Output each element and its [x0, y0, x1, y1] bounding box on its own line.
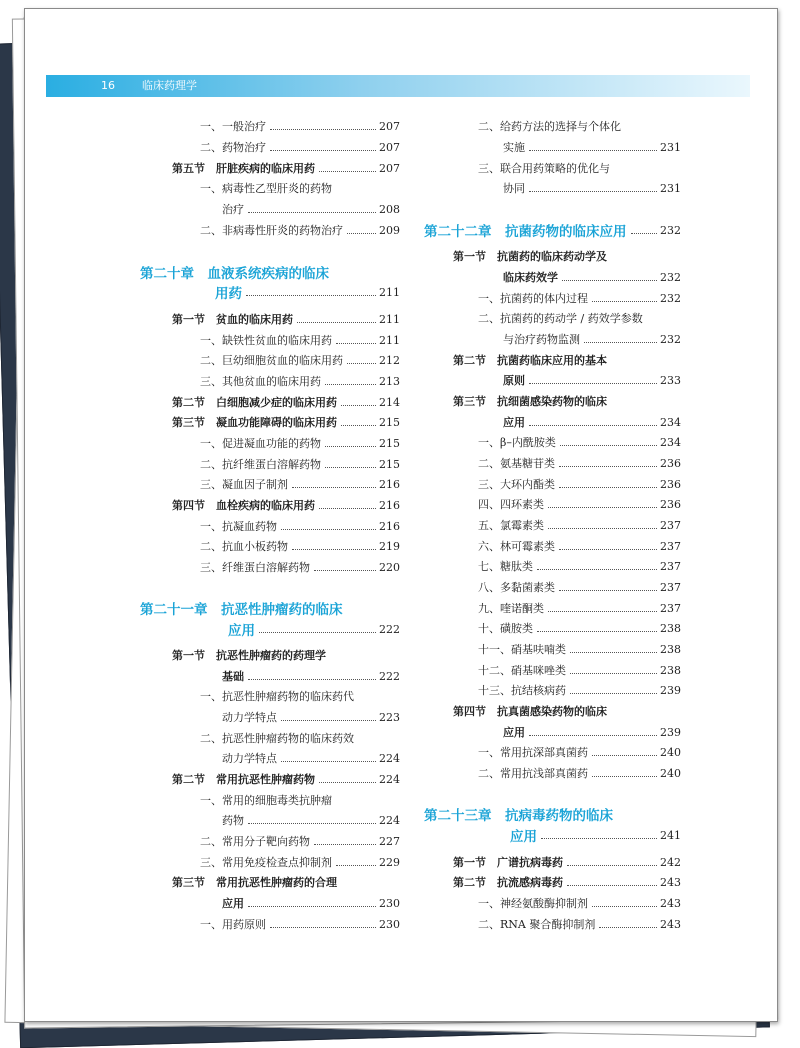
toc-entry-page: 242 [660, 855, 681, 869]
dot-leader [562, 280, 657, 281]
toc-entry-title: 原则 [503, 374, 525, 387]
toc-entry-page: 216 [379, 498, 400, 512]
right-column-entry[interactable] [453, 391, 681, 411]
dot-leader [529, 191, 657, 192]
right-column-entry[interactable] [478, 742, 681, 762]
right-column-entry[interactable] [503, 137, 681, 157]
toc-entry-page: 232 [660, 223, 681, 237]
right-column-entry[interactable] [478, 474, 681, 494]
toc-entry-title: 第三节 凝血功能障碍的临床用药 [172, 416, 337, 429]
toc-entry-page: 238 [660, 663, 681, 677]
right-column-entry[interactable] [478, 660, 681, 680]
left-column-entry[interactable] [172, 412, 400, 432]
toc-entry-title: 二、氨基糖苷类 [478, 457, 555, 470]
left-column-entry[interactable] [200, 116, 400, 136]
dot-leader [570, 673, 657, 674]
toc-entry-title: 一、病毒性乙型肝炎的药物 [200, 182, 332, 195]
toc-entry-page: 236 [660, 477, 681, 491]
dot-leader [325, 467, 376, 468]
left-column-entry[interactable] [200, 536, 400, 556]
dot-leader [248, 679, 376, 680]
right-column-entry[interactable] [453, 701, 681, 721]
toc-entry-title: 与治疗药物监测 [503, 333, 580, 346]
toc-entry-page: 224 [379, 751, 400, 765]
dot-leader [270, 150, 376, 151]
toc-entry-page: 220 [379, 560, 400, 574]
dot-leader [541, 838, 657, 839]
dot-leader [325, 384, 376, 385]
toc-entry-title: 三、纤维蛋白溶解药物 [200, 561, 310, 574]
toc-entry-title: 二、常用抗浅部真菌药 [478, 767, 588, 780]
toc-entry-title: 第一节 广谱抗病毒药 [453, 856, 563, 869]
dot-leader [336, 865, 376, 866]
left-column-entry[interactable] [172, 645, 400, 665]
dot-leader [292, 487, 376, 488]
left-column-entry[interactable] [222, 810, 400, 830]
toc-entry-title: 三、大环内酯类 [478, 478, 555, 491]
dot-leader [341, 425, 376, 426]
left-column-entry[interactable] [172, 495, 400, 515]
left-column-entry[interactable] [200, 178, 400, 198]
right-column-entry[interactable] [478, 763, 681, 783]
toc-entry-page: 216 [379, 519, 400, 533]
right-column-entry[interactable] [478, 288, 681, 308]
dot-leader [567, 865, 657, 866]
toc-entry-title: 一、促进凝血功能的药物 [200, 437, 321, 450]
toc-entry-title: 六、林可霉素类 [478, 540, 555, 553]
dot-leader [314, 570, 376, 571]
toc-entry-title: 第二十二章 抗菌药物的临床应用 [424, 224, 627, 240]
toc-entry-page: 232 [660, 291, 681, 305]
toc-entry-title: 一、缺铁性贫血的临床用药 [200, 334, 332, 347]
dot-leader [248, 906, 376, 907]
dot-leader [560, 445, 657, 446]
dot-leader [248, 212, 376, 213]
left-column-entry[interactable] [200, 474, 400, 494]
left-column-entry[interactable] [172, 309, 400, 329]
toc-entry-title: 一、抗菌药的体内过程 [478, 292, 588, 305]
dot-leader [259, 632, 376, 633]
toc-entry-title: 第四节 抗真菌感染药物的临床 [453, 705, 607, 718]
dot-leader [537, 569, 657, 570]
left-column-entry[interactable] [200, 790, 400, 810]
left-column-entry[interactable] [222, 666, 400, 686]
toc-entry-page: 243 [660, 875, 681, 889]
dot-leader [584, 342, 657, 343]
right-column-entry[interactable] [503, 722, 681, 742]
left-column-entry[interactable] [172, 158, 400, 178]
toc-entry-title: 第一节 抗菌药的临床药动学及 [453, 250, 607, 263]
toc-entry-title: 一、常用抗深部真菌药 [478, 746, 588, 759]
right-column-entry[interactable] [424, 804, 681, 824]
toc-entry-page: 207 [379, 119, 400, 133]
left-column-entry[interactable] [228, 619, 400, 639]
toc-entry-page: 230 [379, 896, 400, 910]
toc-entry-title: 五、氯霉素类 [478, 519, 544, 532]
left-column-entry[interactable] [200, 728, 400, 748]
toc-entry-title: 三、联合用药策略的优化与 [478, 162, 610, 175]
toc-entry-title: 第二节 白细胞减少症的临床用药 [172, 396, 337, 409]
toc-entry-title: 二、抗纤维蛋白溶解药物 [200, 458, 321, 471]
left-column-entry[interactable] [200, 350, 400, 370]
toc-entry-title: 三、其他贫血的临床用药 [200, 375, 321, 388]
left-column-entry[interactable] [222, 893, 400, 913]
dot-leader [529, 735, 657, 736]
dot-leader [319, 782, 376, 783]
toc-entry-title: 用药 [215, 286, 242, 302]
toc-entry-title: 七、糖肽类 [478, 560, 533, 573]
toc-entry-page: 232 [660, 270, 681, 284]
right-column-entry[interactable] [453, 852, 681, 872]
page-number: 16 [101, 79, 115, 92]
left-column-entry[interactable] [200, 220, 400, 240]
toc-entry-title: 第二十三章 抗病毒药物的临床 [424, 808, 613, 824]
right-column-entry[interactable] [478, 639, 681, 659]
toc-entry-title: 九、喹诺酮类 [478, 602, 544, 615]
right-column-entry[interactable] [453, 246, 681, 266]
toc-entry-page: 224 [379, 813, 400, 827]
right-column-entry[interactable] [478, 893, 681, 913]
dot-leader [548, 507, 657, 508]
page-header-band [46, 75, 750, 97]
dot-leader [559, 590, 657, 591]
toc-entry-page: 241 [660, 828, 681, 842]
dot-leader [570, 652, 657, 653]
left-column-entry[interactable] [140, 262, 400, 282]
toc-entry-title: 应用 [510, 829, 537, 845]
toc-entry-title: 二、抗血小板药物 [200, 540, 288, 553]
toc-entry-page: 213 [379, 374, 400, 388]
dot-leader [325, 446, 376, 447]
toc-entry-page: 223 [379, 710, 400, 724]
dot-leader [592, 301, 657, 302]
toc-entry-title: 二、抗恶性肿瘤药物的临床药效 [200, 732, 354, 745]
left-column-entry[interactable] [200, 852, 400, 872]
dot-leader [548, 611, 657, 612]
dot-leader [281, 529, 376, 530]
toc-entry-page: 216 [379, 477, 400, 491]
toc-entry-title: 第二节 抗菌药临床应用的基本 [453, 354, 607, 367]
toc-entry-title: 十、磺胺类 [478, 622, 533, 635]
toc-entry-page: 239 [660, 683, 681, 697]
left-column-entry[interactable] [200, 557, 400, 577]
toc-entry-title: 动力学特点 [222, 752, 277, 765]
toc-entry-page: 233 [660, 373, 681, 387]
toc-entry-page: 219 [379, 539, 400, 553]
toc-entry-title: 第四节 血栓疾病的临床用药 [172, 499, 315, 512]
right-column-entry[interactable] [503, 178, 681, 198]
toc-entry-title: 应用 [503, 726, 525, 739]
toc-entry-title: 十二、硝基咪唑类 [478, 664, 566, 677]
right-column-entry[interactable] [478, 536, 681, 556]
dot-leader [297, 322, 376, 323]
dot-leader [319, 171, 376, 172]
toc-entry-page: 237 [660, 559, 681, 573]
dot-leader [336, 343, 376, 344]
toc-entry-title: 第一节 抗恶性肿瘤药的药理学 [172, 649, 326, 662]
toc-entry-page: 227 [379, 834, 400, 848]
toc-entry-page: 222 [379, 669, 400, 683]
left-column-entry[interactable] [215, 282, 400, 302]
toc-entry-title: 协同 [503, 182, 525, 195]
toc-entry-page: 222 [379, 622, 400, 636]
right-column-entry[interactable] [503, 329, 681, 349]
toc-entry-title: 应用 [222, 897, 244, 910]
dot-leader [548, 528, 657, 529]
toc-entry-page: 231 [660, 181, 681, 195]
toc-entry-page: 237 [660, 518, 681, 532]
dot-leader [248, 823, 376, 824]
right-column-entry[interactable] [478, 432, 681, 452]
left-column-entry[interactable] [222, 707, 400, 727]
toc-entry-page: 211 [379, 312, 400, 326]
dot-leader [292, 549, 376, 550]
right-column-entry[interactable] [478, 577, 681, 597]
toc-entry-title: 二、RNA 聚合酶抑制剂 [478, 918, 596, 931]
toc-entry-title: 一、抗恶性肿瘤药物的临床药代 [200, 690, 354, 703]
toc-entry-page: 234 [660, 435, 681, 449]
toc-entry-title: 第二节 抗流感病毒药 [453, 876, 563, 889]
toc-entry-title: 动力学特点 [222, 711, 277, 724]
toc-entry-page: 238 [660, 621, 681, 635]
dot-leader [559, 549, 657, 550]
toc-entry-page: 230 [379, 917, 400, 931]
toc-entry-page: 207 [379, 161, 400, 175]
toc-entry-page: 207 [379, 140, 400, 154]
right-column-entry[interactable] [478, 308, 681, 328]
book-title: 临床药理学 [142, 79, 197, 92]
dot-leader [592, 755, 657, 756]
toc-entry-title: 应用 [503, 416, 525, 429]
right-column-entry[interactable] [478, 116, 681, 136]
dot-leader [592, 776, 657, 777]
toc-entry-title: 实施 [503, 141, 525, 154]
toc-entry-title: 一、神经氨酸酶抑制剂 [478, 897, 588, 910]
toc-entry-page: 236 [660, 456, 681, 470]
toc-entry-title: 一、常用的细胞毒类抗肿瘤 [200, 794, 332, 807]
dot-leader [270, 129, 376, 130]
toc-entry-page: 229 [379, 855, 400, 869]
left-column-entry[interactable] [172, 392, 400, 412]
dot-leader [537, 631, 657, 632]
toc-entry-title: 药物 [222, 814, 244, 827]
toc-entry-page: 234 [660, 415, 681, 429]
right-column-entry[interactable] [478, 158, 681, 178]
toc-entry-title: 四、四环素类 [478, 498, 544, 511]
toc-entry-title: 一、用药原则 [200, 918, 266, 931]
dot-leader [529, 425, 657, 426]
toc-entry-page: 214 [379, 395, 400, 409]
left-column-entry[interactable] [200, 137, 400, 157]
dot-leader [570, 693, 657, 694]
left-column-entry[interactable] [200, 831, 400, 851]
toc-entry-title: 二、给药方法的选择与个体化 [478, 120, 621, 133]
toc-entry-title: 第二节 常用抗恶性肿瘤药物 [172, 773, 315, 786]
right-column-entry[interactable] [478, 618, 681, 638]
right-column-entry[interactable] [478, 914, 681, 934]
dot-leader [559, 466, 657, 467]
left-column-entry[interactable] [200, 433, 400, 453]
toc-entry-title: 一、一般治疗 [200, 120, 266, 133]
toc-entry-page: 237 [660, 580, 681, 594]
toc-entry-page: 239 [660, 725, 681, 739]
dot-leader [281, 720, 376, 721]
toc-entry-page: 236 [660, 497, 681, 511]
toc-entry-page: 211 [379, 333, 400, 347]
dot-leader [567, 885, 657, 886]
left-column-entry[interactable] [172, 769, 400, 789]
dot-leader [347, 233, 376, 234]
toc-entry-title: 基础 [222, 670, 244, 683]
toc-entry-title: 第五节 肝脏疾病的临床用药 [172, 162, 315, 175]
toc-entry-title: 八、多黏菌素类 [478, 581, 555, 594]
toc-entry-page: 215 [379, 457, 400, 471]
left-column-entry[interactable] [200, 516, 400, 536]
toc-entry-page: 243 [660, 917, 681, 931]
left-column-entry[interactable] [200, 914, 400, 934]
dot-leader [270, 927, 376, 928]
toc-entry-page: 232 [660, 332, 681, 346]
toc-entry-title: 第一节 贫血的临床用药 [172, 313, 293, 326]
toc-entry-title: 二、巨幼细胞贫血的临床用药 [200, 354, 343, 367]
left-column-entry[interactable] [222, 199, 400, 219]
right-column-entry[interactable] [424, 220, 681, 240]
dot-leader [347, 363, 376, 364]
right-column-entry[interactable] [503, 267, 681, 287]
left-column-entry[interactable] [140, 598, 400, 618]
toc-entry-page: 215 [379, 436, 400, 450]
left-column-entry[interactable] [200, 454, 400, 474]
toc-entry-page: 212 [379, 353, 400, 367]
left-column-entry[interactable] [200, 371, 400, 391]
dot-leader [592, 906, 657, 907]
right-column-entry[interactable] [453, 872, 681, 892]
toc-entry-page: 231 [660, 140, 681, 154]
toc-entry-page: 237 [660, 601, 681, 615]
dot-leader [559, 487, 657, 488]
toc-entry-title: 二、非病毒性肝炎的药物治疗 [200, 224, 343, 237]
toc-entry-page: 208 [379, 202, 400, 216]
right-column-entry[interactable] [503, 412, 681, 432]
toc-entry-title: 三、常用免疫检查点抑制剂 [200, 856, 332, 869]
toc-entry-title: 临床药效学 [503, 271, 558, 284]
dot-leader [631, 233, 658, 234]
toc-entry-page: 243 [660, 896, 681, 910]
toc-entry-page: 238 [660, 642, 681, 656]
right-column-entry[interactable] [478, 494, 681, 514]
toc-entry-title: 十三、抗结核病药 [478, 684, 566, 697]
right-column-entry[interactable] [510, 825, 681, 845]
dot-leader [246, 295, 376, 296]
toc-entry-title: 二、药物治疗 [200, 141, 266, 154]
right-column-entry[interactable] [478, 453, 681, 473]
toc-entry-title: 十一、硝基呋喃类 [478, 643, 566, 656]
right-column-entry[interactable] [478, 515, 681, 535]
left-column-entry[interactable] [200, 686, 400, 706]
dot-leader [529, 383, 657, 384]
toc-entry-page: 240 [660, 745, 681, 759]
left-column-entry[interactable] [222, 748, 400, 768]
left-column-entry[interactable] [200, 330, 400, 350]
toc-entry-title: 二、常用分子靶向药物 [200, 835, 310, 848]
toc-entry-title: 第三节 抗细菌感染药物的临床 [453, 395, 607, 408]
dot-leader [341, 405, 376, 406]
toc-entry-title: 治疗 [222, 203, 244, 216]
toc-entry-title: 一、抗凝血药物 [200, 520, 277, 533]
dot-leader [599, 927, 657, 928]
right-column-entry[interactable] [478, 680, 681, 700]
toc-entry-page: 209 [379, 223, 400, 237]
toc-entry-title: 第二十一章 抗恶性肿瘤药的临床 [140, 602, 343, 618]
toc-entry-title: 第二十章 血液系统疾病的临床 [140, 266, 329, 282]
dot-leader [314, 844, 376, 845]
left-column-entry[interactable] [172, 872, 400, 892]
toc-entry-title: 应用 [228, 623, 255, 639]
toc-entry-page: 215 [379, 415, 400, 429]
toc-entry-title: 二、抗菌药的药动学 / 药效学参数 [478, 312, 643, 325]
right-column-entry[interactable] [478, 556, 681, 576]
toc-entry-page: 237 [660, 539, 681, 553]
toc-entry-page: 211 [379, 285, 400, 299]
toc-entry-title: 第三节 常用抗恶性肿瘤药的合理 [172, 876, 337, 889]
toc-entry-title: 一、β–内酰胺类 [478, 436, 556, 449]
right-column-entry[interactable] [503, 370, 681, 390]
right-column-entry[interactable] [453, 350, 681, 370]
dot-leader [281, 761, 376, 762]
dot-leader [529, 150, 657, 151]
right-column-entry[interactable] [478, 598, 681, 618]
dot-leader [319, 508, 376, 509]
toc-entry-page: 224 [379, 772, 400, 786]
toc-entry-page: 240 [660, 766, 681, 780]
toc-entry-title: 三、凝血因子制剂 [200, 478, 288, 491]
